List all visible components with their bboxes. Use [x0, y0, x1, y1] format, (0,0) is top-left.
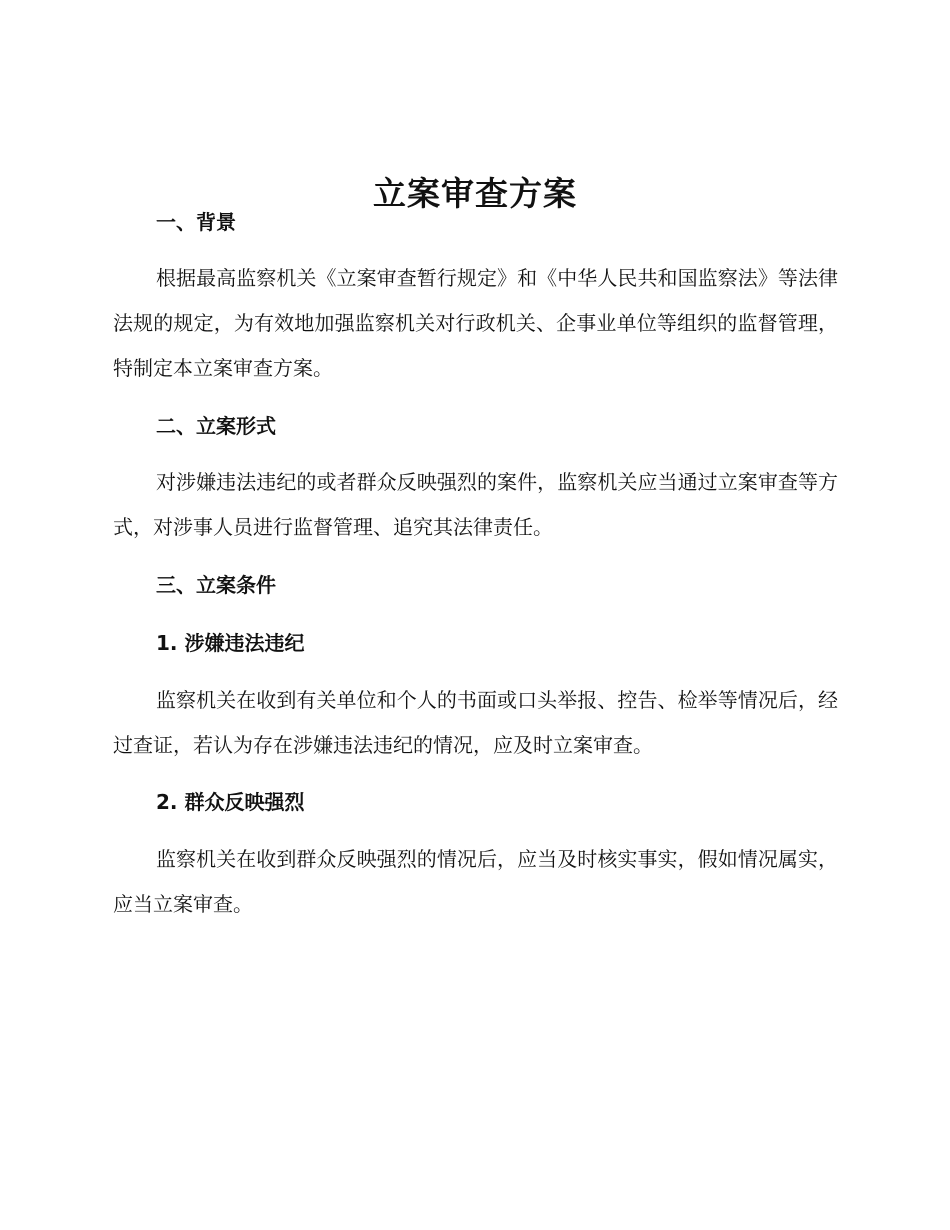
section-paragraph-background: 根据最高监察机关《立案审查暂行规定》和《中华人民共和国监察法》等法律法规的规定，为有效地加强监察机关对行政机关、企事业单位等组织的监督管理，特制定本立案审查方案。 — [113, 266, 838, 380]
section-heading-filing-form: 二、立案形式 — [156, 414, 276, 438]
section-paragraph-filing-form: 对涉嫌违法违纪的或者群众反映强烈的案件，监察机关应当通过立案审查等方式，对涉事人员进行监督管理、追究其法律责任。 — [113, 470, 838, 539]
subsection-heading-suspected-violation: 1. 涉嫌违法违纪 — [156, 631, 305, 655]
subsection-heading-strong-public-complaints: 2. 群众反映强烈 — [156, 790, 305, 814]
section-heading-background: 一、背景 — [156, 210, 236, 234]
subsection-paragraph-suspected-violation: 监察机关在收到有关单位和个人的书面或口头举报、控告、检举等情况后，经过查证，若认为存在涉嫌违法违纪的情况，应及时立案审查。 — [113, 688, 838, 757]
subsection-paragraph-strong-public-complaints: 监察机关在收到群众反映强烈的情况后，应当及时核实事实，假如情况属实，应当立案审查。 — [113, 847, 838, 916]
section-heading-filing-conditions: 三、立案条件 — [156, 573, 276, 597]
page-title: 立案审查方案 — [373, 174, 577, 214]
